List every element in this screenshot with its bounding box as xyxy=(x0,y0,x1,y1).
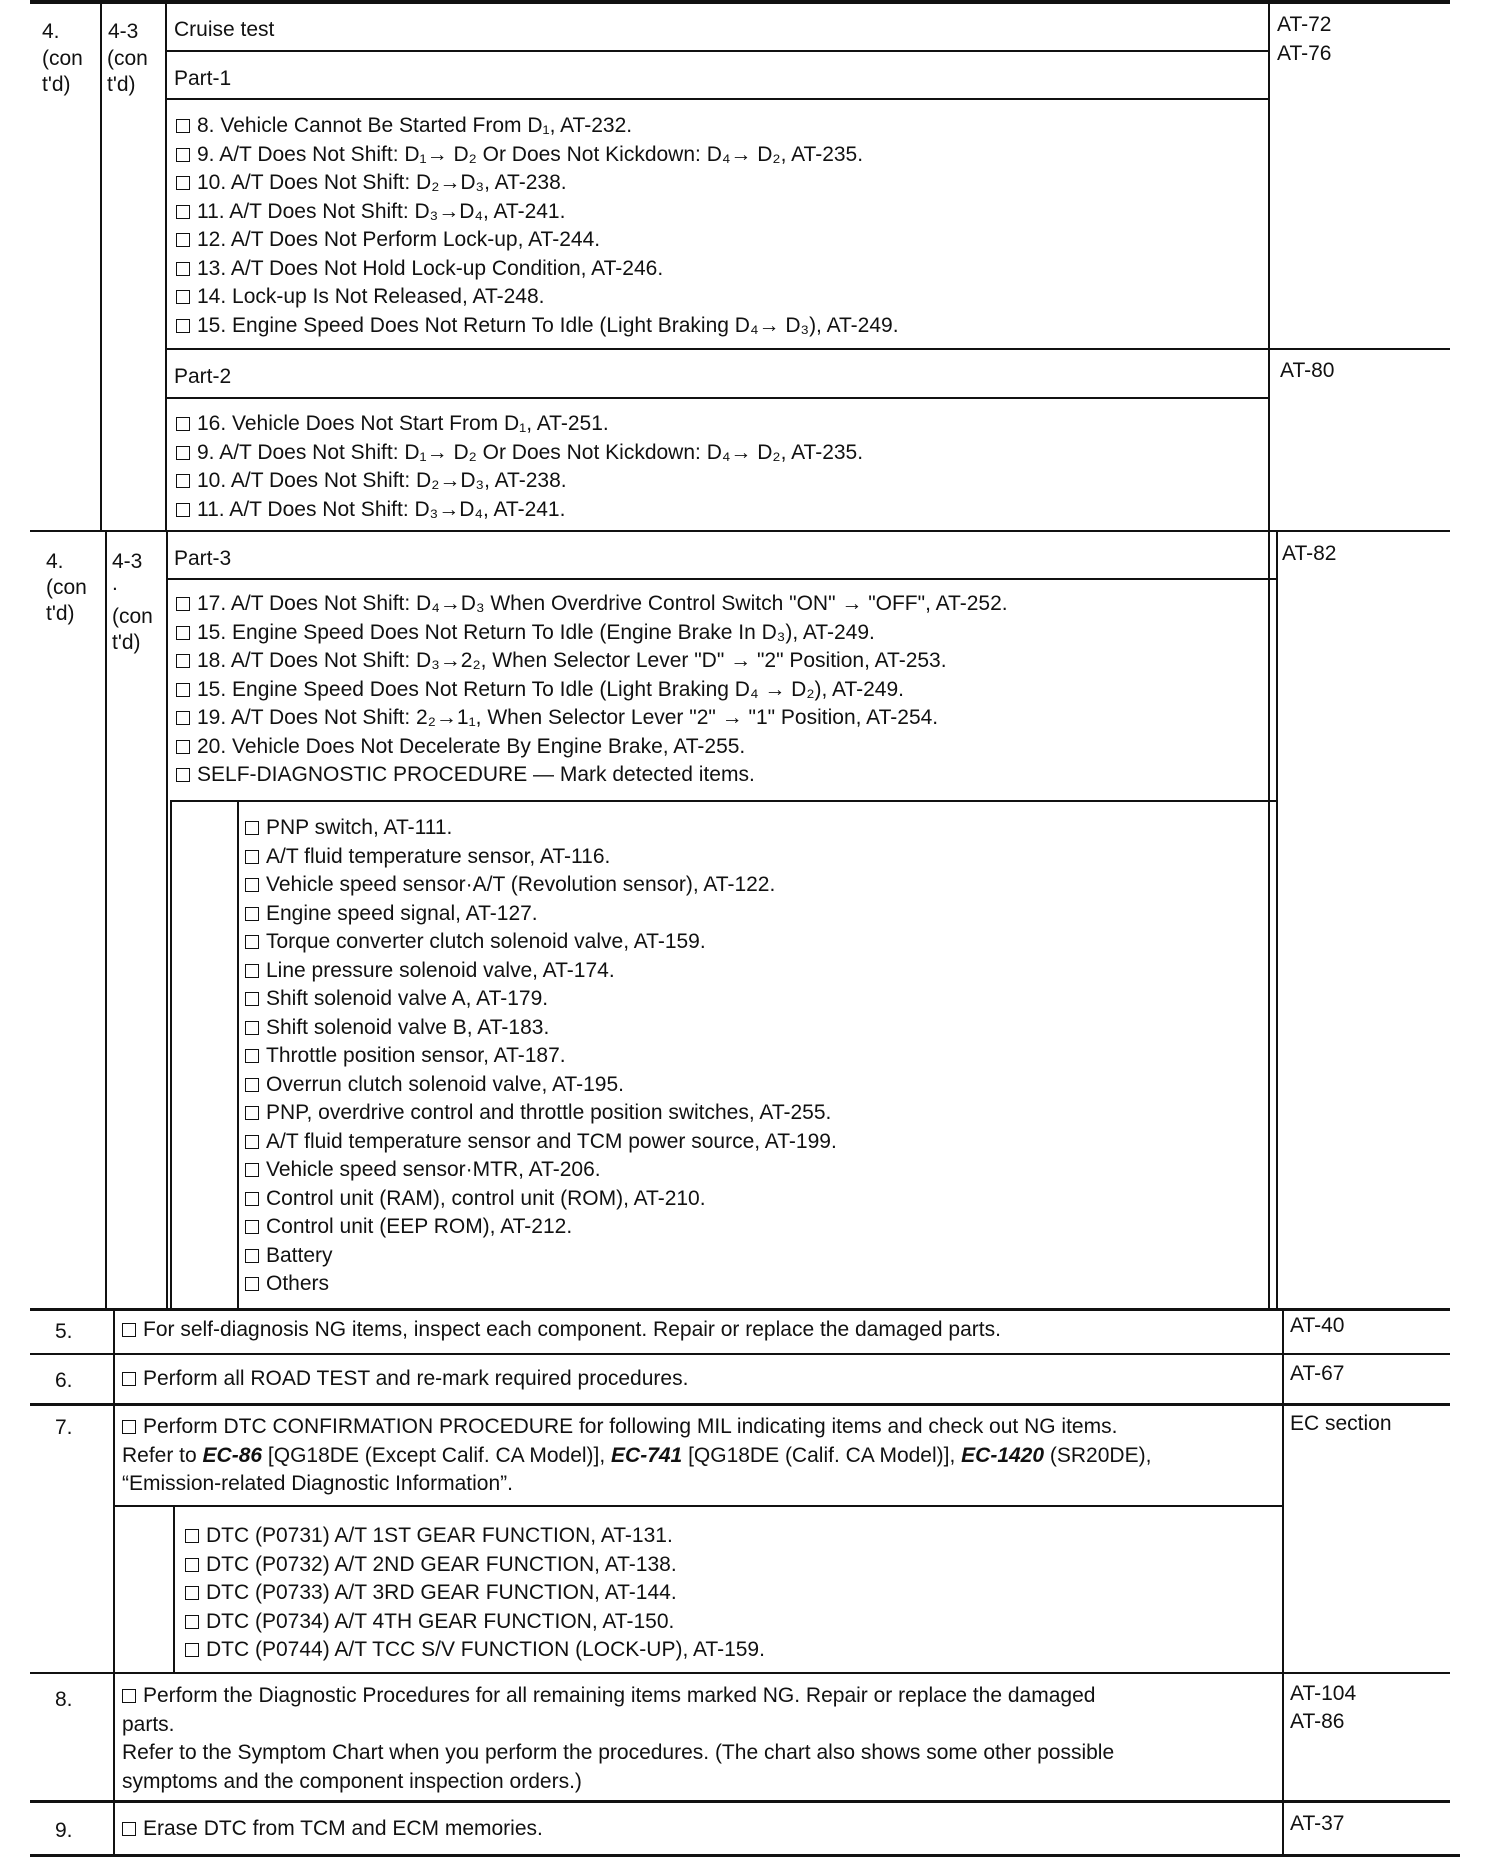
divider xyxy=(30,1353,1450,1355)
page-ref: AT-72 xyxy=(1277,13,1332,36)
divider xyxy=(166,578,1278,580)
divider xyxy=(1282,1308,1284,1856)
list-item[interactable]: 11. A/T Does Not Shift: D₃→D₄, AT-241. xyxy=(176,496,863,525)
table-border-bottom xyxy=(30,1854,1460,1857)
substep-continued-note: (con t'd) xyxy=(112,605,153,654)
list-item[interactable]: 10. A/T Does Not Shift: D₂→D₃, AT-238. xyxy=(176,169,899,198)
dtc-checklist xyxy=(185,1522,765,1665)
list-item[interactable]: Others xyxy=(245,1270,837,1299)
step-number: 8. xyxy=(55,1688,73,1711)
step-number: 6. xyxy=(55,1369,73,1392)
divider xyxy=(237,800,239,1310)
list-item[interactable]: 15. Engine Speed Does Not Return To Idle (Engine Brake In D₃), AT-249. xyxy=(176,619,1008,648)
checkbox[interactable] xyxy=(245,1021,259,1035)
checkbox[interactable] xyxy=(245,992,259,1006)
checkbox[interactable] xyxy=(245,1192,259,1206)
step-number: 9. xyxy=(55,1819,73,1842)
checkbox[interactable] xyxy=(185,1615,199,1629)
divider xyxy=(166,348,1450,350)
list-item[interactable]: 15. Engine Speed Does Not Return To Idle (Light Braking D₄ → D₂), AT-249. xyxy=(176,676,1008,705)
list-item[interactable]: DTC (P0744) A/T TCC S/V FUNCTION (LOCK-UP), AT-159. xyxy=(185,1636,765,1665)
checkbox[interactable] xyxy=(176,119,190,133)
checkbox[interactable] xyxy=(245,1163,259,1177)
checkbox[interactable] xyxy=(245,1078,259,1092)
ref-link[interactable]: EC-741 xyxy=(611,1443,683,1467)
divider xyxy=(1276,530,1278,1310)
page-ref: AT-80 xyxy=(1280,359,1335,382)
list-item[interactable]: Overrun clutch solenoid valve, AT-195. xyxy=(245,1071,837,1100)
table-border-top xyxy=(30,0,1450,4)
checkbox[interactable] xyxy=(176,262,190,276)
list-item[interactable]: 12. A/T Does Not Perform Lock-up, AT-244. xyxy=(176,226,899,255)
substep-continued-note: (con t'd) xyxy=(107,47,148,96)
checkbox[interactable] xyxy=(122,1689,136,1703)
checkbox[interactable] xyxy=(176,597,190,611)
list-item[interactable]: Battery xyxy=(245,1242,837,1271)
section-title: Cruise test xyxy=(174,18,275,41)
checkbox[interactable] xyxy=(122,1420,136,1434)
page-ref: AT-82 xyxy=(1282,542,1337,565)
list-item[interactable]: 15. Engine Speed Does Not Return To Idle (Light Braking D₄→ D₃), AT-249. xyxy=(176,312,899,341)
list-item[interactable]: DTC (P0734) A/T 4TH GEAR FUNCTION, AT-150. xyxy=(185,1608,765,1637)
checkbox[interactable] xyxy=(185,1558,199,1572)
checkbox[interactable] xyxy=(176,768,190,782)
checkbox[interactable] xyxy=(245,907,259,921)
list-item[interactable]: 10. A/T Does Not Shift: D₂→D₃, AT-238. xyxy=(176,467,863,496)
page-ref: AT-76 xyxy=(1277,42,1332,65)
checkbox[interactable] xyxy=(245,878,259,892)
divider xyxy=(166,98,1270,100)
list-item[interactable]: Engine speed signal, AT-127. xyxy=(245,900,837,929)
list-item[interactable]: DTC (P0732) A/T 2ND GEAR FUNCTION, AT-138. xyxy=(185,1551,765,1580)
checkbox[interactable] xyxy=(245,821,259,835)
checkbox[interactable] xyxy=(176,654,190,668)
checkbox[interactable] xyxy=(245,1135,259,1149)
checkbox[interactable] xyxy=(185,1529,199,1543)
divider xyxy=(166,397,1270,399)
list-item[interactable]: DTC (P0731) A/T 1ST GEAR FUNCTION, AT-131. xyxy=(185,1522,765,1551)
list-item[interactable]: Control unit (RAM), control unit (ROM), AT-210. xyxy=(245,1185,837,1214)
step-instructions: Perform DTC CONFIRMATION PROCEDURE for following MIL indicating items and check out NG items. Refer to EC-86 [QG18DE (Except Calif. CA Model)], EC-741 [QG18DE (Calif. CA Model)], EC-1420 (SR20DE), “Emission-related Diagnostic Information”. xyxy=(122,1415,1152,1495)
page-ref: AT-37 xyxy=(1290,1812,1345,1835)
self-diagnostic-checklist xyxy=(245,814,837,1299)
checkbox[interactable] xyxy=(176,740,190,754)
list-item[interactable]: DTC (P0733) A/T 3RD GEAR FUNCTION, AT-144. xyxy=(185,1579,765,1608)
part-label: Part-3 xyxy=(174,547,232,570)
divider xyxy=(166,530,168,1310)
list-item[interactable]: Shift solenoid valve B, AT-183. xyxy=(245,1014,837,1043)
list-item[interactable]: 19. A/T Does Not Shift: 2₂→1₁, When Selector Lever "2" → "1" Position, AT-254. xyxy=(176,704,1008,733)
list-item[interactable]: Vehicle speed sensor·A/T (Revolution sensor), AT-122. xyxy=(245,871,837,900)
divider xyxy=(170,800,1278,802)
substep-dot: . xyxy=(112,572,118,595)
part-label: Part-1 xyxy=(174,67,232,90)
step-continued-note: (con t'd) xyxy=(46,576,87,625)
list-item[interactable]: Line pressure solenoid valve, AT-174. xyxy=(245,957,837,986)
divider xyxy=(30,530,1450,532)
checkbox[interactable] xyxy=(185,1643,199,1657)
divider xyxy=(173,1505,175,1673)
checkbox[interactable] xyxy=(185,1586,199,1600)
list-item[interactable]: 11. A/T Does Not Shift: D₃→D₄, AT-241. xyxy=(176,198,899,227)
checkbox[interactable] xyxy=(176,503,190,517)
list-item[interactable]: PNP switch, AT-111. xyxy=(245,814,837,843)
checkbox[interactable] xyxy=(245,1049,259,1063)
checkbox[interactable] xyxy=(245,1106,259,1120)
divider xyxy=(165,0,167,530)
checkbox[interactable] xyxy=(176,683,190,697)
step-number: 5. xyxy=(55,1320,73,1343)
checkbox[interactable] xyxy=(245,935,259,949)
step-text[interactable]: Erase DTC from TCM and ECM memories. xyxy=(122,1815,543,1844)
step-continued-note: (con t'd) xyxy=(42,47,83,96)
checklist xyxy=(176,112,899,340)
divider xyxy=(170,800,172,1310)
divider xyxy=(30,1800,1450,1803)
substep-number: 4-3 xyxy=(108,20,139,43)
divider xyxy=(114,1505,1282,1507)
checkbox[interactable] xyxy=(122,1323,136,1337)
list-item[interactable]: 20. Vehicle Does Not Decelerate By Engine Brake, AT-255. xyxy=(176,733,1008,762)
checkbox[interactable] xyxy=(245,1220,259,1234)
divider xyxy=(113,1308,115,1856)
ref-link[interactable]: EC-86 xyxy=(202,1443,263,1467)
list-item[interactable]: 13. A/T Does Not Hold Lock-up Condition, AT-246. xyxy=(176,255,899,284)
list-item[interactable]: 8. Vehicle Cannot Be Started From D₁, AT-232. xyxy=(176,112,899,141)
checkbox[interactable] xyxy=(245,964,259,978)
list-item[interactable]: 16. Vehicle Does Not Start From D₁, AT-251. xyxy=(176,410,863,439)
checkbox[interactable] xyxy=(176,148,190,162)
part-label: Part-2 xyxy=(174,365,232,388)
checkbox[interactable] xyxy=(176,319,190,333)
checklist xyxy=(176,590,1008,790)
checkbox[interactable] xyxy=(176,176,190,190)
list-item[interactable]: SELF-DIAGNOSTIC PROCEDURE — Mark detected items. xyxy=(176,761,1008,790)
list-item[interactable]: 14. Lock-up Is Not Released, AT-248. xyxy=(176,283,899,312)
checkbox[interactable] xyxy=(176,233,190,247)
checkbox[interactable] xyxy=(122,1372,136,1386)
list-item[interactable]: 18. A/T Does Not Shift: D₃→2₂, When Selector Lever "D" → "2" Position, AT-253. xyxy=(176,647,1008,676)
substep-number: 4-3 xyxy=(112,550,143,573)
list-item[interactable]: 9. A/T Does Not Shift: D₁→ D₂ Or Does Not Kickdown: D₄→ D₂, AT-235. xyxy=(176,141,899,170)
divider xyxy=(166,50,1270,52)
checklist xyxy=(176,410,863,524)
checkbox[interactable] xyxy=(122,1822,136,1836)
divider xyxy=(30,1308,1450,1311)
checkbox[interactable] xyxy=(176,626,190,640)
list-item[interactable]: Control unit (EEP ROM), AT-212. xyxy=(245,1213,837,1242)
step-number: 7. xyxy=(55,1416,73,1439)
checkbox[interactable] xyxy=(176,711,190,725)
divider xyxy=(100,0,102,530)
list-item[interactable]: Vehicle speed sensor·MTR, AT-206. xyxy=(245,1156,837,1185)
checkbox[interactable] xyxy=(176,417,190,431)
step-number: 4. xyxy=(46,550,64,573)
ref-link[interactable]: EC-1420 xyxy=(961,1443,1045,1467)
checkbox[interactable] xyxy=(245,1249,259,1263)
checkbox[interactable] xyxy=(245,850,259,864)
page-ref: AT-104 xyxy=(1290,1682,1357,1705)
checkbox[interactable] xyxy=(176,205,190,219)
divider xyxy=(30,1403,1450,1406)
step-number: 4. xyxy=(42,20,60,43)
step-text[interactable]: For self-diagnosis NG items, inspect each component. Repair or replace the damaged parts. xyxy=(122,1316,1001,1345)
checkbox[interactable] xyxy=(176,446,190,460)
step-text[interactable]: Perform all ROAD TEST and re-mark required procedures. xyxy=(122,1365,688,1394)
page-ref: AT-40 xyxy=(1290,1314,1345,1337)
list-item[interactable]: Torque converter clutch solenoid valve, AT-159. xyxy=(245,928,837,957)
divider xyxy=(1268,0,1270,1310)
list-item[interactable]: Shift solenoid valve A, AT-179. xyxy=(245,985,837,1014)
list-item[interactable]: A/T fluid temperature sensor, AT-116. xyxy=(245,843,837,872)
divider xyxy=(105,530,107,1310)
section-ref: EC section xyxy=(1290,1412,1392,1435)
list-item[interactable]: Throttle position sensor, AT-187. xyxy=(245,1042,837,1071)
list-item[interactable]: PNP, overdrive control and throttle position switches, AT-255. xyxy=(245,1099,837,1128)
checkbox[interactable] xyxy=(245,1277,259,1291)
list-item[interactable]: 9. A/T Does Not Shift: D₁→ D₂ Or Does Not Kickdown: D₄→ D₂, AT-235. xyxy=(176,439,863,468)
page-ref: AT-86 xyxy=(1290,1710,1345,1733)
checkbox[interactable] xyxy=(176,290,190,304)
list-item[interactable]: A/T fluid temperature sensor and TCM power source, AT-199. xyxy=(245,1128,837,1157)
divider xyxy=(30,1672,1450,1674)
step-instructions: Perform the Diagnostic Procedures for all remaining items marked NG. Repair or replace the damaged parts. Refer to the Symptom Chart when you perform the procedures. (The chart also shows some other possible symptoms and the component inspection orders.) xyxy=(122,1684,1115,1793)
list-item[interactable]: 17. A/T Does Not Shift: D₄→D₃ When Overdrive Control Switch "ON" → "OFF", AT-252. xyxy=(176,590,1008,619)
page-ref: AT-67 xyxy=(1290,1362,1345,1385)
checkbox[interactable] xyxy=(176,474,190,488)
